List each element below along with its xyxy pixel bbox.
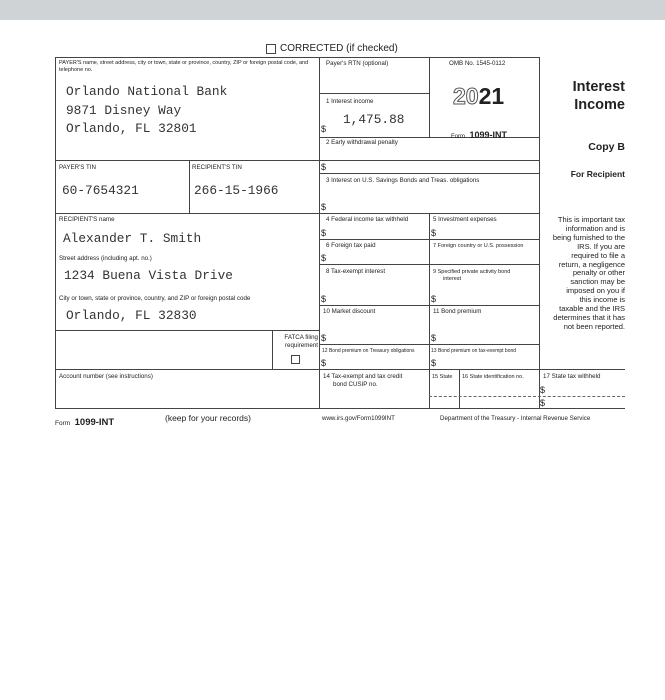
notice-line: imposed on you if: [566, 286, 625, 296]
footer-form-word: Form: [55, 420, 71, 427]
box1-value: 1,475.88: [343, 112, 405, 127]
box14-label: [323, 373, 402, 388]
notice-line: IRS. If you are: [577, 241, 625, 251]
top-toolbar-strip: [0, 0, 665, 20]
notice-line: penalty or other: [572, 268, 625, 278]
footer-form-name: 1099-INT: [74, 417, 115, 428]
corrected-checkbox[interactable]: [266, 44, 276, 54]
title-line-2: Income: [574, 97, 625, 113]
notice-line: required to file a: [571, 250, 625, 260]
account-label: Account number (see instructions): [59, 373, 153, 380]
box8-dollar: $: [321, 294, 327, 304]
box9-label-line-1: 9 Specified private activity bond: [433, 269, 511, 275]
box3-bottom-line: [55, 213, 539, 214]
box1-label: 1 Interest income: [326, 98, 374, 105]
form-name: 1099-INT: [469, 130, 507, 140]
street-label: Street address (including apt. no.): [59, 255, 152, 262]
box1-dollar: $: [321, 124, 327, 134]
payer-name: Orlando National Bank: [66, 84, 228, 99]
box2-bottom-line: [319, 173, 539, 174]
box14-label-line-2: bond CUSIP no.: [333, 380, 378, 388]
divider-col-2-top: [429, 57, 430, 137]
for-recipient-label: For Recipient: [570, 169, 625, 179]
corrected-label: CORRECTED (if checked): [280, 43, 398, 54]
footer-dept: Department of the Treasury - Internal Revenue Service: [440, 415, 591, 422]
irs-notice: [540, 216, 625, 332]
rtn-bottom-line: [319, 93, 429, 94]
recipient-street: 1234 Buena Vista Drive: [64, 268, 233, 283]
notice-line: sanction may be: [570, 277, 625, 287]
box3-dollar: $: [321, 202, 327, 212]
box14-label-line-1: 14 Tax-exempt and tax credit: [323, 373, 403, 380]
box12-label: 12 Bond premium on Treasury obligations: [322, 348, 415, 354]
box6-label: 6 Foreign tax paid: [326, 242, 376, 249]
box9-label-line-2: interest: [443, 275, 462, 282]
notice-line: This is important tax: [557, 215, 625, 224]
box17-dollar-1: $: [540, 385, 546, 395]
payer-street: 9871 Disney Way: [66, 103, 182, 118]
box2-dollar: $: [321, 162, 327, 172]
payer-rtn-label: Payer's RTN (optional): [326, 60, 389, 67]
recipient-tin-label: RECIPIENT'S TIN: [192, 164, 242, 171]
box8-bottom-line: [319, 305, 539, 306]
title-line-1: Interest: [572, 79, 625, 95]
divider-col-1: [319, 57, 320, 409]
box11-dollar: $: [431, 333, 437, 343]
payer-label: PAYER'S name, street address, city or town, state or province, country, ZIP or foreign postal code, and telephone no.: [59, 60, 309, 73]
box13-label: 13 Bond premium on tax-exempt bond: [431, 348, 517, 354]
recipient-name-label: RECIPIENT'S name: [59, 216, 115, 223]
box9-dollar: $: [431, 294, 437, 304]
box4-dollar: $: [321, 228, 327, 238]
form-word: Form: [451, 134, 465, 140]
fatca-divider: [272, 330, 273, 369]
fatca-label: [274, 334, 318, 349]
box3-label: 3 Interest on U.S. Savings Bonds and Treas. obligations: [326, 177, 480, 184]
form-id: [451, 125, 507, 143]
fatca-line-1: FATCA filing: [284, 334, 318, 341]
state-divider: [459, 370, 460, 409]
state-dashed-line: [429, 396, 625, 397]
box5-label: 5 Investment expenses: [433, 216, 497, 223]
box5-dollar: $: [431, 228, 437, 238]
payer-tin: 60-7654321: [62, 183, 139, 198]
notice-line: information and is: [565, 223, 625, 233]
box8-label: 8 Tax-exempt interest: [326, 268, 386, 275]
notice-line: determines that it has: [553, 312, 625, 322]
tax-year-suffix: 21: [478, 83, 505, 109]
box17-dollar-2: $: [540, 398, 546, 408]
box2-label: 2 Early withdrawal penalty: [326, 139, 398, 146]
box13-dollar: $: [431, 358, 437, 368]
payer-city: Orlando, FL 32801: [66, 121, 197, 136]
row-account-line: [55, 369, 625, 370]
form-left-border: [55, 57, 56, 409]
notice-line: this income is: [579, 295, 625, 305]
payer-tin-label: PAYER'S TIN: [59, 164, 96, 171]
city-label: City or town, state or province, country, and ZIP or foreign postal code: [59, 295, 251, 302]
box10-bottom-line: [319, 344, 539, 345]
footer-url: www.irs.gov/Form1099INT: [322, 415, 395, 422]
recipient-tin: 266-15-1966: [194, 183, 279, 198]
box6-bottom-line: [319, 264, 539, 265]
box10-label: 10 Market discount: [323, 308, 376, 315]
form-title: [540, 78, 625, 114]
box7-label: 7 Foreign country or U.S. possession: [433, 243, 524, 249]
notice-line: not been reported.: [563, 321, 625, 331]
box15-label: 15 State: [432, 374, 453, 380]
form-top-border: [55, 57, 539, 58]
recipient-city: Orlando, FL 32830: [66, 308, 197, 323]
box9-label: [433, 269, 510, 282]
box16-label: 16 State identification no.: [462, 374, 524, 380]
footer-keep: (keep for your records): [165, 413, 251, 423]
tin-divider: [189, 160, 190, 213]
fatca-checkbox[interactable]: [291, 355, 300, 364]
divider-col-2-bottom: [429, 213, 430, 408]
box4-label: 4 Federal income tax withheld: [326, 216, 409, 223]
omb-label: OMB No. 1545-0112: [449, 60, 506, 67]
box11-label: 11 Bond premium: [433, 308, 482, 315]
payer-bottom-line: [55, 160, 539, 161]
notice-line: taxable and the IRS: [559, 304, 625, 314]
box10-dollar: $: [321, 333, 327, 343]
copy-label: Copy B: [588, 141, 625, 153]
address-bottom-line: [55, 330, 319, 331]
tax-year-prefix: 20: [453, 83, 479, 109]
box12-dollar: $: [321, 358, 327, 368]
fatca-line-2: requirement: [284, 341, 318, 349]
box6-dollar: $: [321, 253, 327, 263]
box4-bottom-line: [319, 239, 539, 240]
tax-year: [453, 83, 504, 109]
footer-form-id: [55, 412, 114, 430]
notice-line: return, a negligence: [558, 259, 625, 269]
recipient-name: Alexander T. Smith: [63, 231, 202, 246]
notice-line: being furnished to the: [552, 232, 625, 242]
box17-label: 17 State tax withheld: [543, 373, 601, 380]
